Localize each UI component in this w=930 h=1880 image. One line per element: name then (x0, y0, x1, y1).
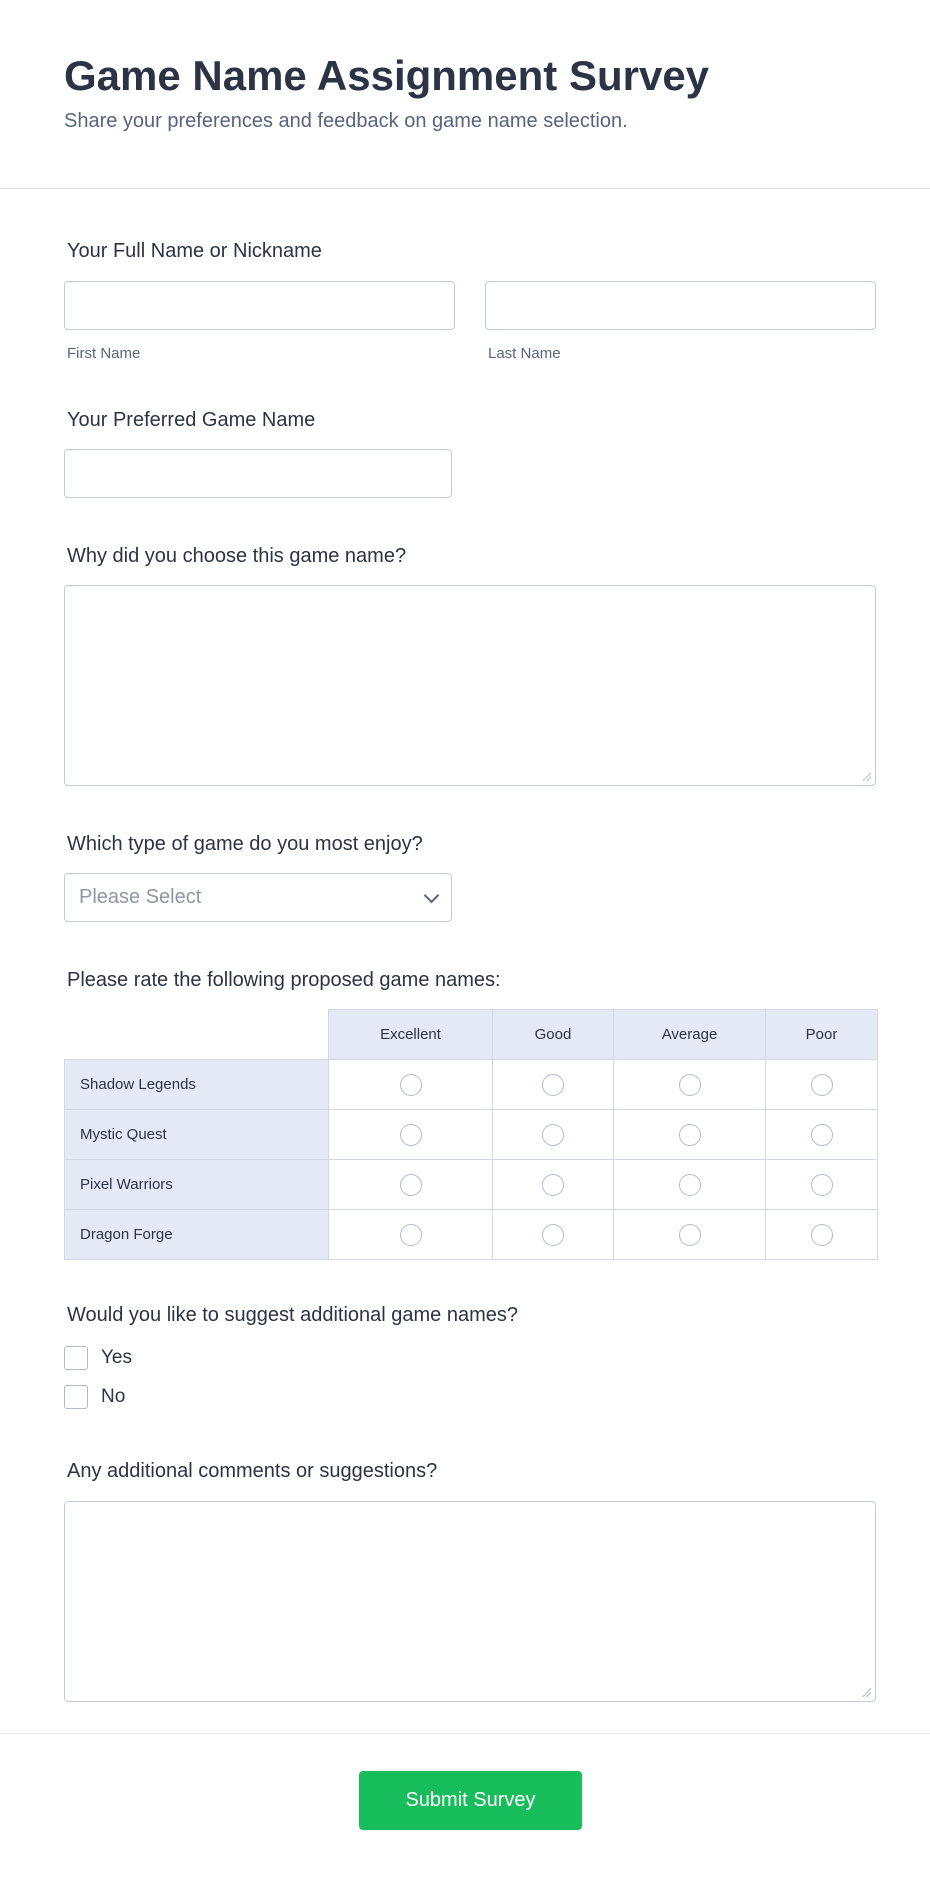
rating-radio[interactable] (679, 1124, 701, 1146)
no-checkbox[interactable] (64, 1385, 88, 1409)
resize-grip-icon[interactable] (861, 1687, 871, 1697)
why-choose-label: Why did you choose this game name? (67, 545, 407, 567)
why-choose-textarea[interactable] (64, 585, 876, 786)
yes-label: Yes (101, 1347, 132, 1368)
first-name-input[interactable] (64, 281, 455, 330)
full-name-label: Your Full Name or Nickname (67, 240, 322, 262)
rating-radio[interactable] (542, 1224, 564, 1246)
last-name-sublabel: Last Name (488, 345, 561, 362)
row-label: Dragon Forge (65, 1210, 329, 1260)
rating-radio[interactable] (400, 1224, 422, 1246)
column-header: Poor (766, 1010, 878, 1060)
rating-radio[interactable] (811, 1174, 833, 1196)
matrix-row (65, 1110, 878, 1160)
rating-radio[interactable] (679, 1074, 701, 1096)
game-type-select[interactable] (64, 873, 452, 922)
rating-radio[interactable] (400, 1174, 422, 1196)
matrix-row (65, 1160, 878, 1210)
column-header: Excellent (329, 1010, 493, 1060)
rating-radio[interactable] (542, 1174, 564, 1196)
column-header: Good (493, 1010, 614, 1060)
no-label: No (101, 1386, 126, 1407)
column-header: Average (614, 1010, 766, 1060)
yes-checkbox[interactable] (64, 1346, 88, 1370)
page-title: Game Name Assignment Survey (64, 52, 710, 99)
comments-textarea[interactable] (64, 1501, 876, 1702)
matrix-row (65, 1060, 878, 1110)
rating-radio[interactable] (811, 1224, 833, 1246)
game-type-label: Which type of game do you most enjoy? (67, 833, 423, 855)
rating-radio[interactable] (811, 1074, 833, 1096)
last-name-input[interactable] (485, 281, 876, 330)
rating-radio[interactable] (679, 1224, 701, 1246)
comments-label: Any additional comments or suggestions? (67, 1460, 438, 1482)
rating-label: Please rate the following proposed game names: (67, 969, 501, 991)
resize-grip-icon[interactable] (861, 771, 871, 781)
submit-button[interactable]: Submit Survey (359, 1771, 582, 1830)
rating-radio[interactable] (811, 1124, 833, 1146)
rating-radio[interactable] (542, 1124, 564, 1146)
row-label: Pixel Warriors (65, 1160, 329, 1210)
rating-radio[interactable] (400, 1074, 422, 1096)
matrix-row (65, 1210, 878, 1260)
game-type-placeholder: Please Select (79, 886, 202, 908)
rating-radio[interactable] (400, 1124, 422, 1146)
suggest-label: Would you like to suggest additional game names? (67, 1304, 519, 1326)
form-header (0, 0, 930, 189)
rating-radio[interactable] (542, 1074, 564, 1096)
rating-matrix (64, 1009, 878, 1260)
page-subtitle: Share your preferences and feedback on game name selection. (64, 110, 628, 132)
row-label: Shadow Legends (65, 1060, 329, 1110)
preferred-name-input[interactable] (64, 449, 452, 498)
first-name-sublabel: First Name (67, 345, 141, 362)
rating-radio[interactable] (679, 1174, 701, 1196)
footer-divider (0, 1733, 930, 1734)
preferred-name-label: Your Preferred Game Name (67, 409, 316, 431)
chevron-down-icon (424, 888, 440, 904)
row-label: Mystic Quest (65, 1110, 329, 1160)
matrix-corner (65, 1010, 329, 1060)
